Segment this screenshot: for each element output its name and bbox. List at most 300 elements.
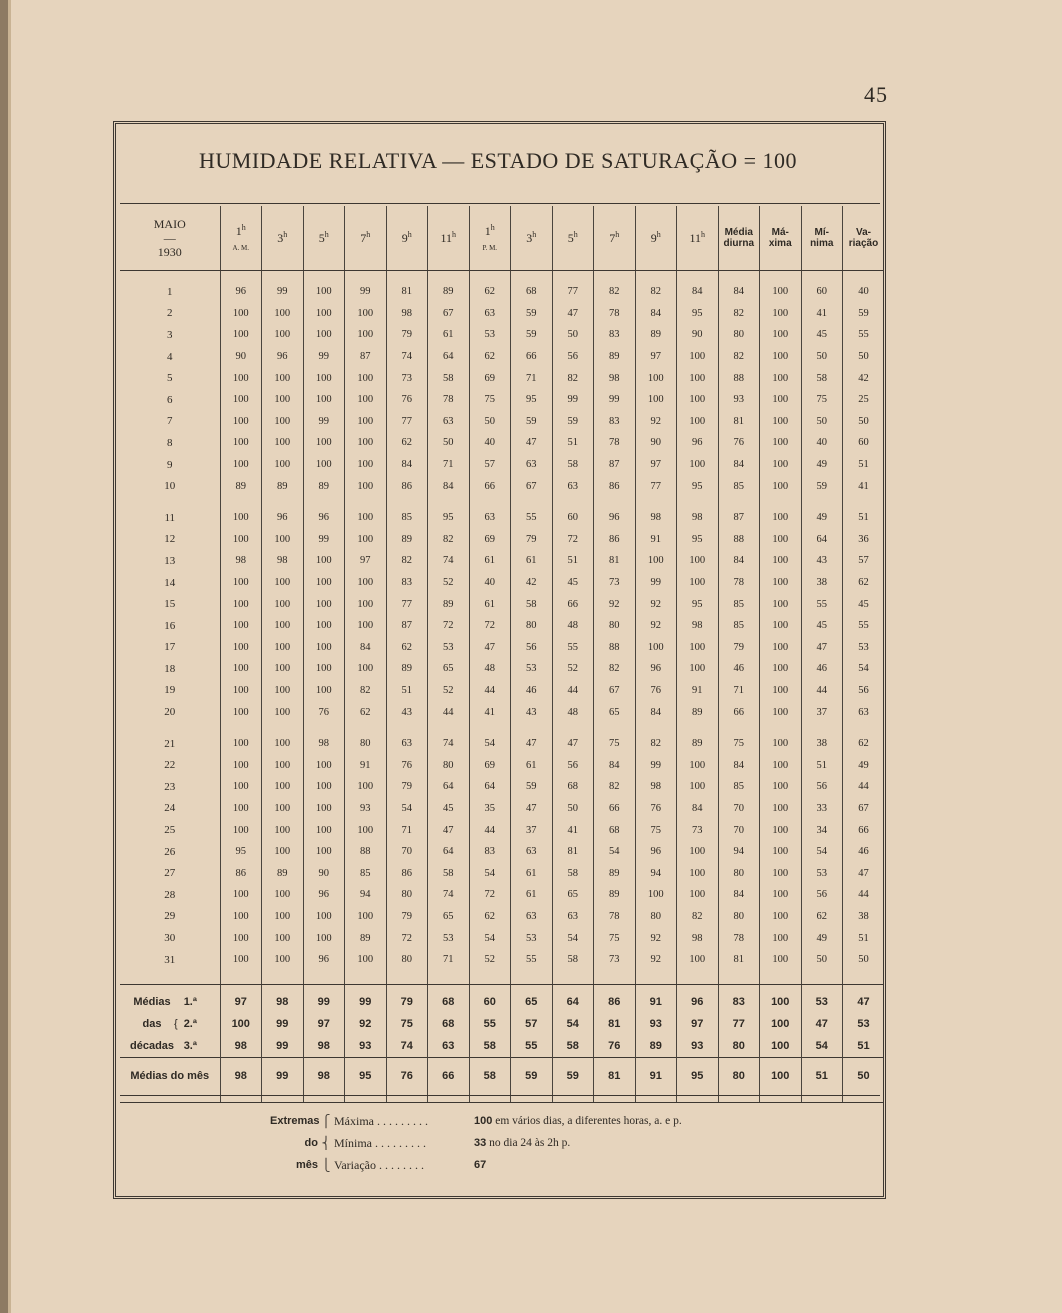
humidity-cell: 87 bbox=[594, 454, 636, 476]
spacer-cell bbox=[469, 723, 511, 733]
humidity-cell: 83 bbox=[594, 411, 636, 433]
humidity-cell: 85 bbox=[345, 862, 387, 884]
humidity-cell: 56 bbox=[843, 680, 885, 702]
spacer-cell bbox=[760, 497, 802, 507]
humidity-cell: 100 bbox=[760, 701, 802, 723]
day-number: 27 bbox=[164, 867, 176, 880]
spacer-cell bbox=[303, 723, 345, 733]
stat-header bbox=[843, 206, 885, 271]
hour-value: 7 bbox=[609, 231, 616, 245]
spacer-cell bbox=[511, 497, 553, 507]
spacer-cell bbox=[594, 723, 636, 733]
day-number: 30 bbox=[164, 932, 176, 945]
month-mean-value: 95 bbox=[345, 1058, 387, 1095]
day-number: 9 bbox=[167, 458, 173, 471]
humidity-cell: 38 bbox=[801, 733, 843, 755]
spacer-cell bbox=[428, 970, 470, 985]
humidity-cell: 84 bbox=[677, 281, 719, 303]
humidity-cell: 46 bbox=[718, 658, 760, 680]
day-number: 29 bbox=[164, 910, 176, 923]
hour-value: 5 bbox=[318, 231, 325, 245]
day-number: 8 bbox=[167, 436, 173, 449]
header-row bbox=[120, 206, 884, 271]
spacer-cell bbox=[303, 497, 345, 507]
day-number: 2 bbox=[167, 307, 173, 320]
decade-mean-value: 79 bbox=[386, 991, 428, 1013]
decade-mean-value: 100 bbox=[760, 1013, 802, 1035]
humidity-cell: 76 bbox=[386, 389, 428, 411]
humidity-cell: 40 bbox=[469, 432, 511, 454]
decade-mean-value: 100 bbox=[220, 1013, 262, 1035]
humidity-cell: 84 bbox=[718, 281, 760, 303]
humidity-cell: 100 bbox=[760, 884, 802, 906]
humidity-cell: 83 bbox=[469, 841, 511, 863]
humidity-cell: 82 bbox=[677, 906, 719, 928]
humidity-cell: 44 bbox=[469, 819, 511, 841]
humidity-cell: 70 bbox=[718, 819, 760, 841]
humidity-cell: 100 bbox=[760, 819, 802, 841]
humidity-cell: 62 bbox=[843, 733, 885, 755]
humidity-cell: 54 bbox=[801, 841, 843, 863]
spacer-cell bbox=[469, 970, 511, 985]
decade-mean-value: 98 bbox=[220, 1035, 262, 1058]
hour-header bbox=[677, 206, 719, 271]
day-number: 18 bbox=[164, 662, 176, 675]
humidity-cell: 100 bbox=[262, 432, 304, 454]
humidity-cell: 59 bbox=[511, 303, 553, 325]
humidity-cell: 100 bbox=[760, 862, 802, 884]
humidity-cell: 100 bbox=[220, 593, 262, 615]
day-number: 20 bbox=[164, 706, 176, 719]
humidity-cell: 100 bbox=[262, 389, 304, 411]
decade-mean-value: 91 bbox=[635, 991, 677, 1013]
humidity-cell: 83 bbox=[386, 572, 428, 594]
day-row bbox=[120, 637, 884, 659]
humidity-cell: 100 bbox=[760, 572, 802, 594]
day-number: 14 bbox=[164, 576, 176, 589]
humidity-cell: 78 bbox=[594, 432, 636, 454]
humidity-cell: 54 bbox=[552, 927, 594, 949]
humidity-cell: 65 bbox=[428, 906, 470, 928]
humidity-cell: 43 bbox=[511, 701, 553, 723]
decade-mean-value: 57 bbox=[511, 1013, 553, 1035]
humidity-cell: 85 bbox=[718, 615, 760, 637]
humidity-cell: 59 bbox=[552, 411, 594, 433]
humidity-cell: 89 bbox=[635, 324, 677, 346]
humidity-cell: 84 bbox=[677, 798, 719, 820]
month-mean-value: 76 bbox=[386, 1058, 428, 1095]
extreme-label: mês bbox=[295, 1159, 318, 1171]
day-number: 11 bbox=[164, 511, 176, 524]
day-number: 15 bbox=[164, 598, 176, 611]
humidity-cell: 53 bbox=[469, 324, 511, 346]
humidity-cell: 80 bbox=[718, 906, 760, 928]
humidity-cell: 100 bbox=[760, 411, 802, 433]
humidity-cell: 65 bbox=[428, 658, 470, 680]
humidity-cell: 100 bbox=[760, 367, 802, 389]
humidity-cell: 45 bbox=[843, 593, 885, 615]
humidity-cell: 40 bbox=[469, 572, 511, 594]
spacer-cell bbox=[843, 271, 885, 282]
decade-mean-value: 81 bbox=[594, 1013, 636, 1035]
month-extremes bbox=[270, 1110, 870, 1176]
humidity-cell: 100 bbox=[262, 776, 304, 798]
decade-mean-value: 74 bbox=[386, 1035, 428, 1058]
hour-value: 7 bbox=[360, 231, 367, 245]
humidity-cell: 95 bbox=[677, 475, 719, 497]
humidity-cell: 92 bbox=[635, 593, 677, 615]
humidity-cell: 89 bbox=[594, 862, 636, 884]
humidity-cell: 100 bbox=[677, 550, 719, 572]
humidity-cell: 81 bbox=[594, 550, 636, 572]
spacer-cell bbox=[262, 723, 304, 733]
spacer-cell bbox=[677, 271, 719, 282]
day-row bbox=[120, 658, 884, 680]
humidity-cell: 76 bbox=[635, 680, 677, 702]
humidity-cell: 59 bbox=[843, 303, 885, 325]
humidity-cell: 100 bbox=[262, 927, 304, 949]
humidity-cell: 49 bbox=[801, 454, 843, 476]
spacer-cell bbox=[386, 497, 428, 507]
spacer-cell bbox=[760, 723, 802, 733]
day-number: 19 bbox=[164, 684, 176, 697]
day-row bbox=[120, 593, 884, 615]
month-mean-value: 66 bbox=[428, 1058, 470, 1095]
humidity-cell: 62 bbox=[469, 346, 511, 368]
humidity-cell: 78 bbox=[594, 303, 636, 325]
humidity-cell: 100 bbox=[303, 754, 345, 776]
spacer-cell bbox=[801, 970, 843, 985]
decade-mean-value: 96 bbox=[677, 991, 719, 1013]
period-label: P. M. bbox=[482, 243, 498, 252]
humidity-cell: 42 bbox=[511, 572, 553, 594]
humidity-cell: 51 bbox=[552, 432, 594, 454]
decade-mean-value: 99 bbox=[262, 1035, 304, 1058]
spacer-cell bbox=[345, 497, 387, 507]
decade-mean-value: 55 bbox=[469, 1013, 511, 1035]
humidity-cell: 70 bbox=[718, 798, 760, 820]
decade-label-word: Médias bbox=[133, 996, 171, 1009]
hour-value: 1 bbox=[235, 223, 242, 238]
extreme-note: no dia 24 às 2h p. bbox=[486, 1137, 571, 1149]
spacer-cell bbox=[843, 497, 885, 507]
humidity-cell: 100 bbox=[220, 411, 262, 433]
day-row bbox=[120, 346, 884, 368]
humidity-cell: 100 bbox=[635, 389, 677, 411]
humidity-cell: 100 bbox=[220, 776, 262, 798]
day-number: 26 bbox=[164, 845, 176, 858]
decade-mean-value: 100 bbox=[760, 991, 802, 1013]
humidity-cell: 63 bbox=[386, 733, 428, 755]
humidity-cell: 38 bbox=[843, 906, 885, 928]
humidity-cell: 79 bbox=[511, 529, 553, 551]
humidity-cell: 82 bbox=[345, 680, 387, 702]
humidity-cell: 76 bbox=[718, 432, 760, 454]
hour-suffix: h bbox=[573, 230, 578, 239]
spacer-cell bbox=[594, 497, 636, 507]
humidity-cell: 100 bbox=[677, 411, 719, 433]
humidity-cell: 50 bbox=[801, 346, 843, 368]
decade-mean-value: 55 bbox=[511, 1035, 553, 1058]
humidity-cell: 41 bbox=[469, 701, 511, 723]
humidity-cell: 100 bbox=[220, 733, 262, 755]
humidity-cell: 100 bbox=[345, 906, 387, 928]
humidity-cell: 46 bbox=[801, 658, 843, 680]
humidity-cell: 54 bbox=[386, 798, 428, 820]
humidity-cell: 82 bbox=[635, 281, 677, 303]
humidity-cell: 63 bbox=[552, 475, 594, 497]
extreme-value bbox=[474, 1110, 682, 1132]
humidity-cell: 80 bbox=[511, 615, 553, 637]
spacer-cell bbox=[760, 970, 802, 985]
extreme-value bbox=[474, 1154, 486, 1176]
humidity-cell: 63 bbox=[469, 303, 511, 325]
day-number: 12 bbox=[164, 533, 176, 546]
humidity-cell: 87 bbox=[718, 507, 760, 529]
humidity-cell: 51 bbox=[386, 680, 428, 702]
spacer-cell bbox=[635, 723, 677, 733]
humidity-cell: 100 bbox=[220, 367, 262, 389]
humidity-cell: 54 bbox=[469, 862, 511, 884]
humidity-cell: 100 bbox=[760, 637, 802, 659]
humidity-cell: 84 bbox=[718, 550, 760, 572]
humidity-cell: 100 bbox=[262, 324, 304, 346]
humidity-cell: 100 bbox=[262, 367, 304, 389]
humidity-cell: 47 bbox=[552, 303, 594, 325]
humidity-cell: 100 bbox=[345, 572, 387, 594]
brace: { bbox=[174, 1018, 178, 1031]
day-row bbox=[120, 701, 884, 723]
humidity-cell: 73 bbox=[386, 367, 428, 389]
humidity-cell: 100 bbox=[220, 798, 262, 820]
day-row bbox=[120, 303, 884, 325]
humidity-cell: 52 bbox=[469, 949, 511, 971]
humidity-cell: 100 bbox=[303, 927, 345, 949]
extreme-label: Extremas bbox=[270, 1115, 320, 1127]
humidity-cell: 72 bbox=[552, 529, 594, 551]
decade-mean-value: 53 bbox=[843, 1013, 885, 1035]
humidity-cell: 89 bbox=[386, 529, 428, 551]
humidity-cell: 80 bbox=[718, 324, 760, 346]
humidity-cell: 100 bbox=[677, 841, 719, 863]
humidity-cell: 35 bbox=[469, 798, 511, 820]
hour-header bbox=[469, 206, 511, 271]
humidity-cell: 96 bbox=[262, 346, 304, 368]
humidity-cell: 99 bbox=[303, 411, 345, 433]
humidity-cell: 100 bbox=[303, 281, 345, 303]
humidity-cell: 80 bbox=[386, 884, 428, 906]
humidity-cell: 100 bbox=[677, 367, 719, 389]
month-mean-value: 98 bbox=[303, 1058, 345, 1095]
hour-suffix: h bbox=[283, 230, 288, 239]
hour-suffix: h bbox=[452, 230, 457, 239]
humidity-cell: 79 bbox=[386, 776, 428, 798]
extreme-row bbox=[270, 1110, 870, 1132]
spacer-cell bbox=[552, 970, 594, 985]
humidity-cell: 87 bbox=[386, 615, 428, 637]
humidity-cell: 62 bbox=[469, 906, 511, 928]
humidity-cell: 94 bbox=[718, 841, 760, 863]
humidity-cell: 91 bbox=[635, 529, 677, 551]
spacer-cell bbox=[345, 723, 387, 733]
humidity-cell: 100 bbox=[760, 281, 802, 303]
humidity-cell: 38 bbox=[801, 572, 843, 594]
day-row bbox=[120, 884, 884, 906]
humidity-cell: 98 bbox=[303, 733, 345, 755]
stat-header-line1: Va- bbox=[855, 227, 871, 238]
humidity-cell: 100 bbox=[303, 389, 345, 411]
humidity-cell: 63 bbox=[511, 841, 553, 863]
humidity-cell: 91 bbox=[345, 754, 387, 776]
humidity-cell: 88 bbox=[718, 529, 760, 551]
decade-mean-value: 58 bbox=[552, 1035, 594, 1058]
humidity-cell: 71 bbox=[428, 454, 470, 476]
spacer-cell bbox=[718, 497, 760, 507]
humidity-cell: 65 bbox=[552, 884, 594, 906]
humidity-cell: 92 bbox=[635, 927, 677, 949]
humidity-cell: 92 bbox=[594, 593, 636, 615]
humidity-cell: 55 bbox=[843, 615, 885, 637]
humidity-cell: 44 bbox=[843, 776, 885, 798]
humidity-cell: 100 bbox=[262, 303, 304, 325]
spacer-cell bbox=[594, 970, 636, 985]
humidity-cell: 100 bbox=[345, 658, 387, 680]
extreme-number: 100 bbox=[474, 1115, 493, 1127]
humidity-cell: 47 bbox=[511, 432, 553, 454]
humidity-cell: 66 bbox=[594, 798, 636, 820]
humidity-cell: 100 bbox=[303, 841, 345, 863]
humidity-cell: 92 bbox=[635, 411, 677, 433]
month-mean-value: 100 bbox=[760, 1058, 802, 1095]
day-row bbox=[120, 615, 884, 637]
humidity-cell: 99 bbox=[262, 281, 304, 303]
spacer-cell bbox=[220, 271, 262, 282]
humidity-cell: 49 bbox=[843, 754, 885, 776]
humidity-cell: 78 bbox=[594, 906, 636, 928]
spacer-cell bbox=[511, 970, 553, 985]
spacer-cell bbox=[718, 723, 760, 733]
humidity-cell: 84 bbox=[345, 637, 387, 659]
humidity-cell: 85 bbox=[718, 475, 760, 497]
spacer-cell bbox=[718, 271, 760, 282]
table-title: HUMIDADE RELATIVA — ESTADO DE SATURAÇÃO = 100 bbox=[198, 148, 798, 173]
humidity-cell: 79 bbox=[718, 637, 760, 659]
month-mean-value: 98 bbox=[220, 1058, 262, 1095]
extreme-label: do bbox=[304, 1137, 318, 1149]
spacer-cell bbox=[220, 970, 262, 985]
humidity-cell: 100 bbox=[262, 884, 304, 906]
humidity-cell: 100 bbox=[262, 658, 304, 680]
humidity-cell: 82 bbox=[718, 303, 760, 325]
month-mean-value: 50 bbox=[843, 1058, 885, 1095]
humidity-cell: 62 bbox=[386, 637, 428, 659]
humidity-cell: 58 bbox=[552, 454, 594, 476]
humidity-cell: 100 bbox=[635, 550, 677, 572]
humidity-cell: 77 bbox=[552, 281, 594, 303]
humidity-cell: 61 bbox=[469, 593, 511, 615]
humidity-cell: 95 bbox=[220, 841, 262, 863]
day-row bbox=[120, 529, 884, 551]
spacer-cell bbox=[220, 497, 262, 507]
stat-header-line1: Mí- bbox=[814, 227, 829, 238]
humidity-cell: 84 bbox=[386, 454, 428, 476]
humidity-cell: 70 bbox=[386, 841, 428, 863]
period-label: A. M. bbox=[232, 243, 250, 252]
humidity-table bbox=[120, 206, 884, 1103]
decade-mean-value: 58 bbox=[469, 1035, 511, 1058]
humidity-cell: 82 bbox=[428, 529, 470, 551]
humidity-cell: 44 bbox=[552, 680, 594, 702]
spacer-cell bbox=[594, 271, 636, 282]
humidity-cell: 100 bbox=[677, 754, 719, 776]
humidity-cell: 100 bbox=[220, 637, 262, 659]
humidity-cell: 37 bbox=[511, 819, 553, 841]
hour-suffix: h bbox=[366, 230, 371, 239]
humidity-cell: 85 bbox=[718, 776, 760, 798]
spacer-row bbox=[120, 271, 884, 282]
spacer-cell bbox=[220, 723, 262, 733]
day-row bbox=[120, 389, 884, 411]
humidity-cell: 53 bbox=[428, 927, 470, 949]
humidity-cell: 63 bbox=[552, 906, 594, 928]
humidity-cell: 64 bbox=[469, 776, 511, 798]
hour-header bbox=[594, 206, 636, 271]
humidity-cell: 50 bbox=[801, 411, 843, 433]
humidity-cell: 100 bbox=[220, 754, 262, 776]
humidity-cell: 47 bbox=[511, 733, 553, 755]
humidity-cell: 51 bbox=[843, 454, 885, 476]
humidity-cell: 61 bbox=[511, 884, 553, 906]
humidity-cell: 25 bbox=[843, 389, 885, 411]
humidity-cell: 100 bbox=[262, 411, 304, 433]
humidity-cell: 100 bbox=[220, 507, 262, 529]
humidity-cell: 56 bbox=[801, 776, 843, 798]
day-number: 23 bbox=[164, 780, 176, 793]
humidity-cell: 69 bbox=[469, 529, 511, 551]
humidity-cell: 80 bbox=[345, 733, 387, 755]
spacer-cell bbox=[760, 271, 802, 282]
humidity-cell: 72 bbox=[469, 615, 511, 637]
humidity-cell: 62 bbox=[345, 701, 387, 723]
hour-value: 3 bbox=[526, 231, 533, 245]
humidity-cell: 77 bbox=[635, 475, 677, 497]
humidity-cell: 75 bbox=[801, 389, 843, 411]
humidity-cell: 100 bbox=[345, 303, 387, 325]
day-number: 21 bbox=[164, 737, 176, 750]
day-row bbox=[120, 862, 884, 884]
humidity-cell: 84 bbox=[718, 754, 760, 776]
humidity-cell: 50 bbox=[469, 411, 511, 433]
decade-mean-value: 93 bbox=[345, 1035, 387, 1058]
humidity-cell: 100 bbox=[345, 454, 387, 476]
humidity-cell: 63 bbox=[511, 454, 553, 476]
humidity-cell: 96 bbox=[303, 884, 345, 906]
decade-mean-value: 80 bbox=[718, 1035, 760, 1058]
humidity-cell: 100 bbox=[220, 658, 262, 680]
humidity-cell: 58 bbox=[552, 949, 594, 971]
humidity-cell: 100 bbox=[262, 949, 304, 971]
humidity-cell: 55 bbox=[511, 507, 553, 529]
humidity-cell: 100 bbox=[760, 798, 802, 820]
spacer-cell bbox=[552, 723, 594, 733]
humidity-cell: 61 bbox=[469, 550, 511, 572]
humidity-cell: 63 bbox=[428, 411, 470, 433]
decade-mean-value: 86 bbox=[594, 991, 636, 1013]
humidity-cell: 89 bbox=[220, 475, 262, 497]
humidity-cell: 100 bbox=[760, 389, 802, 411]
humidity-cell: 50 bbox=[843, 949, 885, 971]
decade-mean-value: 64 bbox=[552, 991, 594, 1013]
